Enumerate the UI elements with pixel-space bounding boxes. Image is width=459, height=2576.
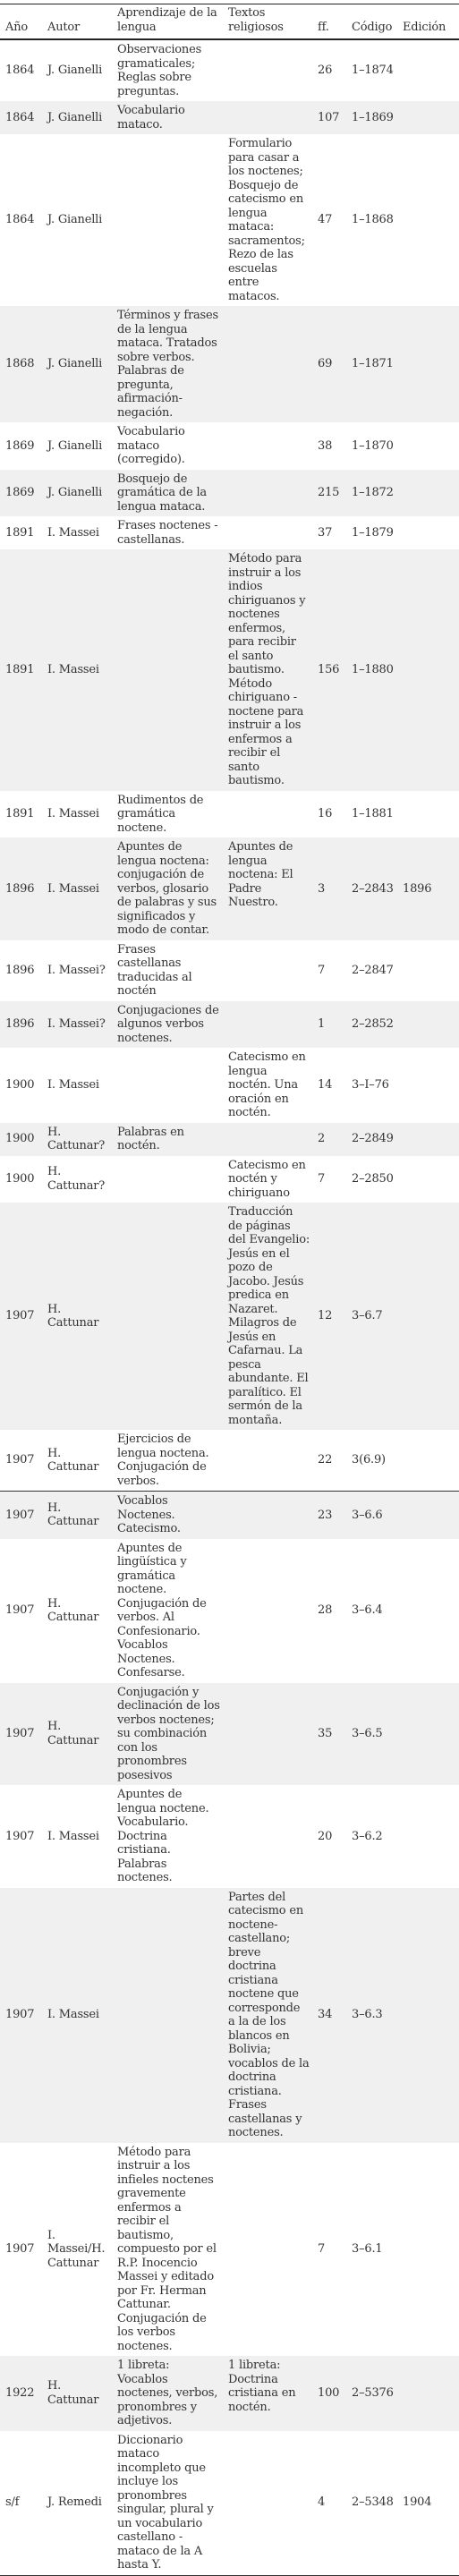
cell-ff: 14 bbox=[318, 1078, 333, 1092]
cell-year: 1869 bbox=[0, 470, 42, 517]
cell-code: 3(6.9) bbox=[352, 1453, 386, 1467]
table-row bbox=[0, 422, 459, 470]
cell-edition bbox=[397, 1156, 459, 1203]
table-row bbox=[0, 2143, 459, 2357]
table-body bbox=[0, 39, 459, 2575]
cell-edition bbox=[397, 1203, 459, 1430]
cell-year: 1891 bbox=[0, 549, 42, 791]
table-row bbox=[0, 1048, 459, 1123]
cell-year: 1891 bbox=[5, 525, 35, 540]
table-row bbox=[0, 2431, 459, 2576]
cell-code: 3–6.1 bbox=[352, 2242, 383, 2256]
cell-code: 1–1868 bbox=[352, 213, 394, 227]
cell-texts bbox=[223, 2143, 312, 2357]
cell-edition bbox=[397, 134, 459, 306]
cell-ff: 4 bbox=[312, 2431, 346, 2576]
cell-author: I. Massei? bbox=[47, 963, 106, 977]
cell-year: 1896 bbox=[5, 963, 35, 977]
cell-edition bbox=[397, 101, 459, 134]
table-row bbox=[0, 134, 459, 306]
cell-code: 3–6.7 bbox=[346, 1203, 397, 1430]
cell-edition bbox=[397, 1539, 459, 1683]
cell-code: 3–6.3 bbox=[346, 1888, 397, 2143]
cell-author: H. Cattunar? bbox=[47, 1165, 106, 1193]
cell-ff: 20 bbox=[318, 1829, 333, 1843]
cell-author: I. Massei? bbox=[42, 1001, 112, 1049]
cell-author: H. Cattunar? bbox=[42, 1123, 112, 1156]
cell-ff: 47 bbox=[318, 213, 333, 227]
table-row bbox=[0, 940, 459, 1001]
table-row bbox=[0, 1156, 459, 1203]
cell-year: 1868 bbox=[0, 306, 42, 422]
cell-texts bbox=[223, 1492, 312, 1539]
cell-edition: 1904 bbox=[397, 2431, 459, 2576]
table-row bbox=[0, 1785, 459, 1888]
cell-author: I. Massei bbox=[47, 807, 99, 820]
cell-author: J. Remedi bbox=[42, 2431, 112, 2576]
cell-texts: Partes del catecismo en noctene-castellano; breve doctrina cristiana noctene que corresponde a la de los blancos en Bolivia; vocablos de la doctrina cristiana. Frases castellanas y noctenes. bbox=[223, 1888, 312, 2143]
cell-author: H. Cattunar bbox=[42, 1203, 112, 1430]
cell-year: 1896 bbox=[0, 1001, 42, 1049]
cell-code: 1–1881 bbox=[352, 807, 394, 820]
table-row bbox=[0, 2356, 459, 2431]
cell-ff: 37 bbox=[318, 525, 333, 540]
table-row bbox=[0, 1123, 459, 1156]
cell-edition bbox=[397, 1001, 459, 1049]
cell-author: J. Gianelli bbox=[42, 306, 112, 422]
cell-code: 1–1870 bbox=[352, 438, 394, 453]
header-edition: Edición bbox=[397, 4, 459, 40]
table-row bbox=[0, 1683, 459, 1786]
cell-edition bbox=[397, 2143, 459, 2357]
cell-ff: 2 bbox=[312, 1123, 346, 1156]
cell-year: 1900 bbox=[0, 1123, 42, 1156]
cell-code: 2–2850 bbox=[352, 1172, 394, 1186]
header-learning: Aprendizaje de la lengua bbox=[112, 4, 223, 40]
cell-texts bbox=[223, 2431, 312, 2576]
cell-code: 3–6.2 bbox=[352, 1829, 383, 1843]
cell-learning: Vocablos Noctenes. Catecismo. bbox=[112, 1492, 223, 1539]
cell-code: 1–1872 bbox=[346, 470, 397, 517]
cell-ff: 34 bbox=[312, 1888, 346, 2143]
cell-code: 3–6.4 bbox=[352, 1603, 383, 1618]
cell-year: 1907 bbox=[5, 2242, 35, 2256]
cell-year: 1907 bbox=[5, 1453, 35, 1467]
cell-ff: 1 bbox=[312, 1001, 346, 1049]
cell-year: 1907 bbox=[5, 1603, 35, 1618]
cell-texts bbox=[223, 1001, 312, 1049]
cell-learning: Observaciones gramaticales; Reglas sobre preguntas. bbox=[117, 43, 202, 98]
cell-code: 2–2849 bbox=[346, 1123, 397, 1156]
table-row bbox=[0, 1888, 459, 2143]
cell-texts: Método para instruir a los indios chiriguanos y noctenes enfermos, para recibir el santo bautismo. Método chiriguano - noctene para instruir a los enfermos a recibir el santo bautismo. bbox=[223, 549, 312, 791]
cell-edition bbox=[397, 306, 459, 422]
cell-texts bbox=[223, 39, 312, 101]
cell-learning: Frases noctenes - castellanas. bbox=[117, 519, 218, 547]
cell-texts bbox=[223, 1785, 312, 1888]
table-row bbox=[0, 1430, 459, 1492]
cell-year: 1896 bbox=[0, 837, 42, 940]
cell-author: I. Massei/H. Cattunar bbox=[47, 2228, 106, 2270]
cell-code: 1–1869 bbox=[346, 101, 397, 134]
cell-code: 2–5348 bbox=[346, 2431, 397, 2576]
cell-texts bbox=[223, 1430, 312, 1492]
cell-edition bbox=[397, 1048, 459, 1123]
cell-author: H. Cattunar bbox=[42, 2356, 112, 2431]
cell-texts bbox=[223, 1539, 312, 1683]
cell-ff: 26 bbox=[318, 64, 333, 78]
cell-ff: 7 bbox=[318, 963, 326, 977]
cell-year: 1907 bbox=[0, 1683, 42, 1786]
cell-author: J. Gianelli bbox=[42, 470, 112, 517]
cell-learning: 1 libreta: Vocablos noctenes, verbos, pronombres y adjetivos. bbox=[112, 2356, 223, 2431]
cell-code: 2–2843 bbox=[346, 837, 397, 940]
table-row bbox=[0, 1203, 459, 1430]
cell-author: I. Massei bbox=[42, 1888, 112, 2143]
cell-learning: Apuntes de lingüística y gramática noctene. Conjugación de verbos. Al Confesionario. Vocablos Noctenes. Confesarse. bbox=[117, 1541, 207, 1679]
cell-year: 1864 bbox=[5, 64, 35, 78]
cell-edition bbox=[397, 2356, 459, 2431]
cell-learning bbox=[112, 1048, 223, 1123]
cell-year: 1869 bbox=[5, 438, 35, 453]
cell-code: 1–1871 bbox=[346, 306, 397, 422]
cell-author: H. Cattunar bbox=[47, 1596, 99, 1624]
cell-texts bbox=[223, 1683, 312, 1786]
cell-learning bbox=[112, 1203, 223, 1430]
cell-code: 3–I–76 bbox=[352, 1078, 389, 1092]
cell-texts bbox=[223, 791, 312, 838]
cell-edition bbox=[397, 1683, 459, 1786]
cell-learning: Método para instruir a los infieles noctenes gravemente enfermos a recibir el bautismo, compuesto por el R.P. Inocencio Massei y editado por Fr. Herman Cattunar. Conjugación de los verbos noctenes. bbox=[117, 2145, 217, 2353]
cell-texts: Apuntes de lengua noctena: El Padre Nuestro. bbox=[223, 837, 312, 940]
table-row bbox=[0, 516, 459, 549]
cell-code: 3–6.6 bbox=[346, 1492, 397, 1539]
cell-year: s/f bbox=[0, 2431, 42, 2576]
header-ff: ff. bbox=[312, 4, 346, 40]
cell-ff: 12 bbox=[312, 1203, 346, 1430]
table-row bbox=[0, 1492, 459, 1539]
cell-ff: 16 bbox=[318, 807, 333, 820]
cell-year: 1907 bbox=[5, 1829, 35, 1843]
table-row bbox=[0, 837, 459, 940]
cell-author: J. Gianelli bbox=[47, 213, 103, 227]
cell-ff: 3 bbox=[312, 837, 346, 940]
cell-year: 1900 bbox=[5, 1078, 35, 1092]
cell-edition bbox=[397, 1430, 459, 1492]
header-year: Año bbox=[0, 4, 42, 40]
header-texts: Textos religiosos bbox=[223, 4, 312, 40]
cell-learning: Ejercicios de lengua noctena. Conjugación de verbos. bbox=[117, 1433, 209, 1488]
cell-code: 1–1879 bbox=[352, 525, 394, 540]
cell-edition bbox=[397, 1492, 459, 1539]
cell-ff: 100 bbox=[312, 2356, 346, 2431]
cell-author: I. Massei bbox=[47, 525, 99, 540]
cell-year: 1907 bbox=[0, 1203, 42, 1430]
cell-ff: 35 bbox=[312, 1683, 346, 1786]
cell-learning bbox=[112, 1156, 223, 1203]
cell-texts bbox=[223, 516, 312, 549]
cell-ff: 22 bbox=[318, 1453, 333, 1467]
cell-edition: 1896 bbox=[397, 837, 459, 940]
cell-edition bbox=[397, 39, 459, 101]
header-code: Código bbox=[346, 4, 397, 40]
cell-texts bbox=[223, 101, 312, 134]
cell-code: 2–2852 bbox=[346, 1001, 397, 1049]
cell-ff: 28 bbox=[318, 1603, 333, 1618]
cell-edition bbox=[397, 791, 459, 838]
header-row bbox=[0, 4, 459, 40]
cell-learning: Frases castellanas traducidas al noctén bbox=[117, 942, 192, 998]
cell-author: J. Gianelli bbox=[47, 64, 103, 78]
cell-learning: Vocabulario mataco (corregido). bbox=[117, 425, 185, 466]
cell-year: 1864 bbox=[0, 101, 42, 134]
cell-texts: 1 libreta: Doctrina cristiana en noctén. bbox=[223, 2356, 312, 2431]
cell-year: 1907 bbox=[0, 1492, 42, 1539]
cell-ff: 23 bbox=[312, 1492, 346, 1539]
cell-edition bbox=[397, 470, 459, 517]
cell-edition bbox=[397, 422, 459, 470]
cell-learning: Conjugación y declinación de los verbos noctenes; su combinación con los pronombres posesivos bbox=[112, 1683, 223, 1786]
cell-ff: 156 bbox=[312, 549, 346, 791]
table-row bbox=[0, 791, 459, 838]
cell-learning: Palabras en noctén. bbox=[112, 1123, 223, 1156]
table-header bbox=[0, 4, 459, 40]
cell-ff: 7 bbox=[318, 2242, 326, 2256]
cell-author: I. Massei bbox=[47, 1078, 99, 1092]
cell-code: 1–1880 bbox=[346, 549, 397, 791]
table-row bbox=[0, 1001, 459, 1049]
cell-year: 1900 bbox=[5, 1172, 35, 1186]
cell-texts bbox=[223, 306, 312, 422]
cell-edition bbox=[397, 1888, 459, 2143]
cell-author: J. Gianelli bbox=[42, 101, 112, 134]
cell-author: I. Massei bbox=[47, 1829, 99, 1843]
cell-edition bbox=[397, 1785, 459, 1888]
cell-texts: Traducción de páginas del Evangelio: Jesús en el pozo de Jacobo. Jesús predica en Nazaret. Milagros de Jesús en Cafarnau. La pesca abundante. El paralítico. El sermón de la montaña. bbox=[223, 1203, 312, 1430]
cell-learning: Apuntes de lengua noctene. Vocabulario. Doctrina cristiana. Palabras noctenes. bbox=[117, 1788, 209, 1884]
cell-year: 1922 bbox=[0, 2356, 42, 2431]
cell-learning bbox=[112, 1888, 223, 2143]
cell-texts bbox=[223, 1123, 312, 1156]
cell-edition bbox=[397, 549, 459, 791]
cell-code: 3–6.5 bbox=[346, 1683, 397, 1786]
cell-edition bbox=[397, 940, 459, 1001]
cell-ff: 38 bbox=[318, 438, 333, 453]
cell-year: 1907 bbox=[0, 1888, 42, 2143]
cell-ff: 107 bbox=[312, 101, 346, 134]
cell-edition bbox=[397, 516, 459, 549]
cell-learning bbox=[112, 134, 223, 306]
table-row bbox=[0, 101, 459, 134]
table-row bbox=[0, 39, 459, 101]
cell-ff: 215 bbox=[312, 470, 346, 517]
cell-texts bbox=[223, 940, 312, 1001]
cell-author: H. Cattunar bbox=[47, 1446, 99, 1474]
cell-texts bbox=[223, 422, 312, 470]
cell-ff: 7 bbox=[318, 1172, 326, 1186]
cell-code: 2–5376 bbox=[346, 2356, 397, 2431]
table-row bbox=[0, 549, 459, 791]
cell-learning: Diccionario mataco incompleto que incluye los pronombres singular, plural y un vocabulario castellano - mataco de la A hasta Y. bbox=[112, 2431, 223, 2576]
cell-learning: Bosquejo de gramática de la lengua mataca. bbox=[112, 470, 223, 517]
cell-author: H. Cattunar bbox=[42, 1492, 112, 1539]
cell-texts bbox=[223, 470, 312, 517]
cell-texts: Catecismo en noctén y chiriguano bbox=[228, 1158, 306, 1200]
manuscripts-table bbox=[0, 4, 459, 2576]
cell-learning: Rudimentos de gramática noctene. bbox=[117, 793, 204, 835]
cell-learning bbox=[112, 549, 223, 791]
cell-author: I. Massei bbox=[42, 549, 112, 791]
cell-author: I. Massei bbox=[42, 837, 112, 940]
cell-learning: Apuntes de lengua noctena: conjugación de verbos, glosario de palabras y sus significados y modo de contar. bbox=[112, 837, 223, 940]
header-author: Autor bbox=[42, 4, 112, 40]
cell-author: H. Cattunar bbox=[42, 1683, 112, 1786]
cell-code: 2–2847 bbox=[352, 963, 394, 977]
cell-learning: Términos y frases de la lengua mataca. Tratados sobre verbos. Palabras de pregunta, afirmación-negación. bbox=[112, 306, 223, 422]
table-row bbox=[0, 470, 459, 517]
cell-author: J. Gianelli bbox=[47, 438, 103, 453]
cell-year: 1891 bbox=[5, 807, 35, 820]
cell-ff: 69 bbox=[312, 306, 346, 422]
cell-learning: Vocabulario mataco. bbox=[112, 101, 223, 134]
cell-learning: Conjugaciones de algunos verbos noctenes. bbox=[112, 1001, 223, 1049]
table-row bbox=[0, 1539, 459, 1683]
cell-edition bbox=[397, 1123, 459, 1156]
cell-texts: Catecismo en lengua noctén. Una oración en noctén. bbox=[228, 1050, 306, 1119]
cell-year: 1864 bbox=[5, 213, 35, 227]
table-row bbox=[0, 306, 459, 422]
cell-code: 1–1874 bbox=[352, 64, 394, 78]
cell-texts: Formulario para casar a los noctenes; Bosquejo de catecismo en lengua mataca: sacramentos; Rezo de las escuelas entre matacos. bbox=[228, 137, 305, 303]
